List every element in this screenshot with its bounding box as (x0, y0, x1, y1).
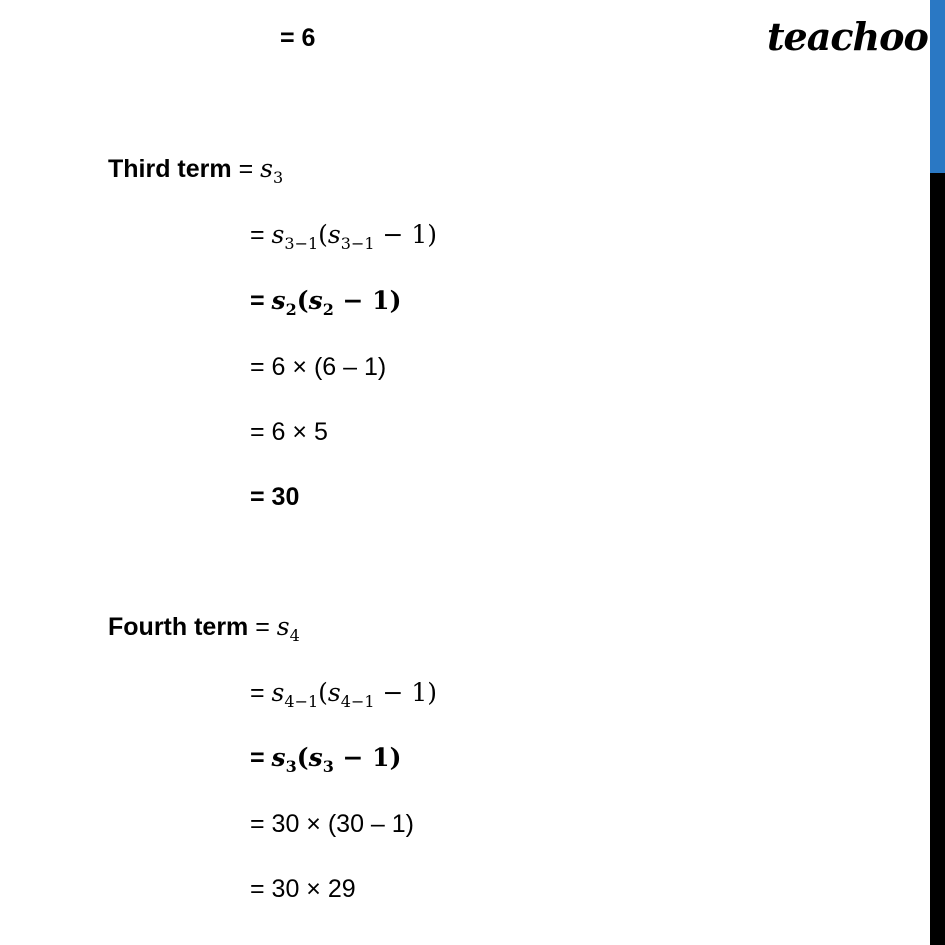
math-s4: $s_4$ (276, 612, 300, 645)
line-prev-result: = 6 (280, 24, 316, 52)
third-term-label: Third term (108, 155, 232, 183)
fourth-term-step-2: = $s_3(s_3 - 1)$ (250, 743, 402, 776)
third-term-step-3: = 6 × (6 – 1) (250, 353, 387, 381)
math-s3: $s_3$ (260, 154, 284, 187)
equals: = (231, 155, 261, 183)
scrollbar-thumb[interactable] (930, 0, 945, 173)
third-term-result: = 30 (250, 483, 300, 511)
equals: = (248, 613, 277, 641)
fourth-term-step-1: = $s_{4-1}(s_{4-1} - 1)$ (250, 678, 438, 711)
third-term-step-1: = $s_{3-1}(s_{3-1} - 1)$ (250, 220, 438, 253)
teachoo-logo: teachoo (767, 14, 928, 59)
third-term-step-4: = 6 × 5 (250, 418, 328, 446)
third-term-heading (108, 154, 284, 187)
fourth-term-step-4: = 30 × 29 (250, 875, 356, 903)
fourth-term-step-3: = 30 × (30 – 1) (250, 810, 415, 838)
fourth-term-label: Fourth term (108, 613, 249, 641)
fourth-term-heading (108, 612, 300, 645)
third-term-step-2: = $s_2(s_2 - 1)$ (250, 286, 402, 319)
